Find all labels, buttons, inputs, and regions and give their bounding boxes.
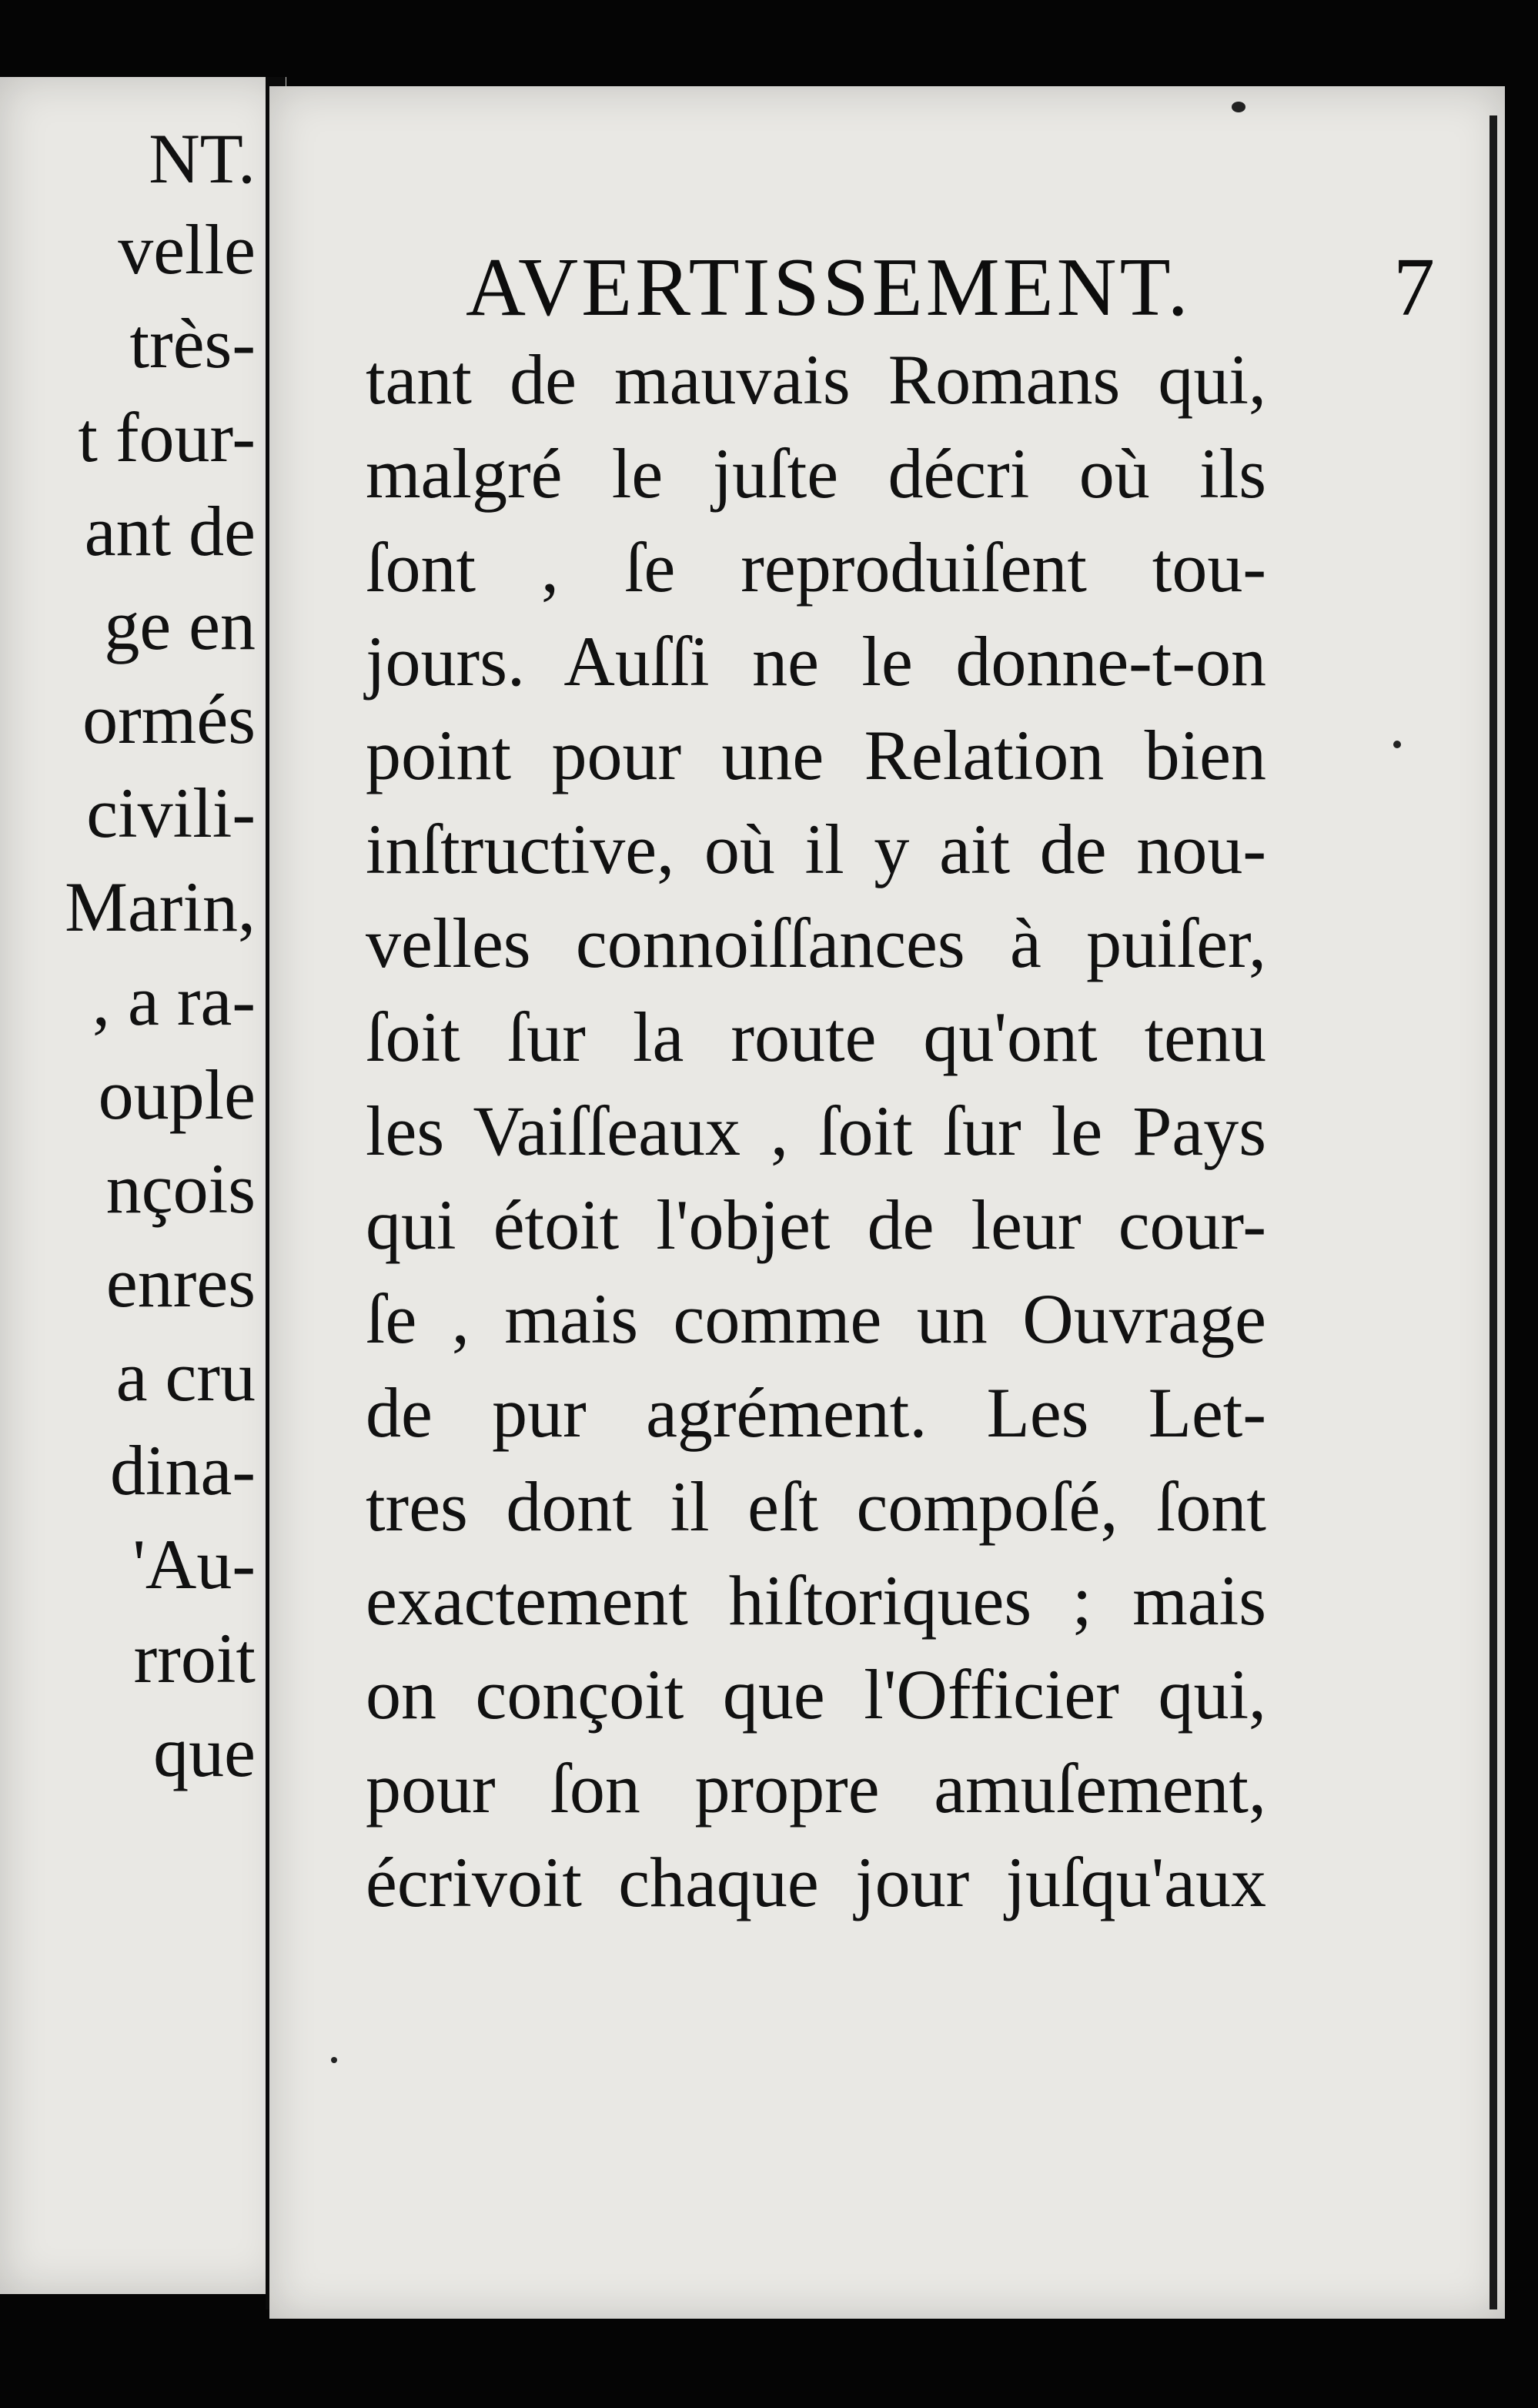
right-page — [269, 86, 1505, 2319]
paper-speck — [1232, 102, 1245, 112]
text-line: pour ſon propre amuſement, — [366, 1749, 1266, 1828]
left-page-fragment: civili- — [86, 774, 256, 852]
text-line: on conçoit que l'Officier qui, — [366, 1655, 1266, 1734]
text-line: les Vaiſſeaux , ſoit ſur le Pays — [366, 1092, 1266, 1170]
paper-speck — [1393, 741, 1401, 748]
text-line: tres dont il eſt compoſé, ſont — [366, 1467, 1266, 1546]
left-page-fragment: ant de — [84, 492, 256, 570]
text-line: velles connoiſſances à puiſer, — [366, 904, 1266, 982]
left-page-fragment: nçois — [105, 1149, 256, 1228]
left-page-fragment: que — [153, 1713, 256, 1791]
page-number: 7 — [1393, 242, 1438, 333]
left-page-fragment: enres — [105, 1243, 256, 1322]
text-line: inſtructive, où il y ait de nou- — [366, 810, 1266, 888]
text-line: ſont , ſe reproduiſent tou- — [366, 528, 1266, 607]
body-text — [366, 333, 1266, 1929]
left-page-fragment: 'Au- — [132, 1525, 256, 1604]
left-page-fragment: ge en — [104, 586, 256, 664]
left-page-fragment: Marin, — [65, 868, 256, 946]
left-page-fragment: ouple — [98, 1055, 256, 1134]
text-line: exactement hiſtoriques ; mais — [366, 1561, 1266, 1640]
left-page-fragment: velle — [118, 210, 256, 289]
text-line: qui étoit l'objet de leur cour- — [366, 1186, 1266, 1264]
left-page-fragment: a cru — [115, 1337, 256, 1416]
text-line: malgré le juſte décri où ils — [366, 434, 1266, 513]
running-head-title: AVERTISSEMENT. — [466, 242, 1192, 333]
text-line: tant de mauvais Romans qui, — [366, 340, 1266, 419]
text-line: de pur agrément. Les Let- — [366, 1373, 1266, 1452]
text-line: ſoit ſur la route qu'ont tenu — [366, 998, 1266, 1076]
text-line: ſe , mais comme un Ouvrage — [366, 1279, 1266, 1358]
paper-speck — [331, 2057, 337, 2063]
left-page-fragment: t four- — [78, 398, 256, 477]
left-page-fragment: dina- — [109, 1431, 256, 1510]
left-page-fragment: NT. — [149, 119, 256, 198]
left-page-fragment: très- — [129, 304, 256, 383]
left-page-fragment: ormés — [82, 680, 256, 758]
left-page-fragment: , a ra- — [92, 962, 256, 1040]
text-line: point pour une Relation bien — [366, 716, 1266, 794]
left-page — [0, 77, 286, 2294]
text-line: écrivoit chaque jour juſqu'aux — [366, 1843, 1266, 1921]
left-page-fragment: rroit — [133, 1619, 256, 1697]
text-line: jours. Auſſi ne le donne-t-on — [366, 622, 1266, 701]
page-edge — [1490, 115, 1497, 2309]
